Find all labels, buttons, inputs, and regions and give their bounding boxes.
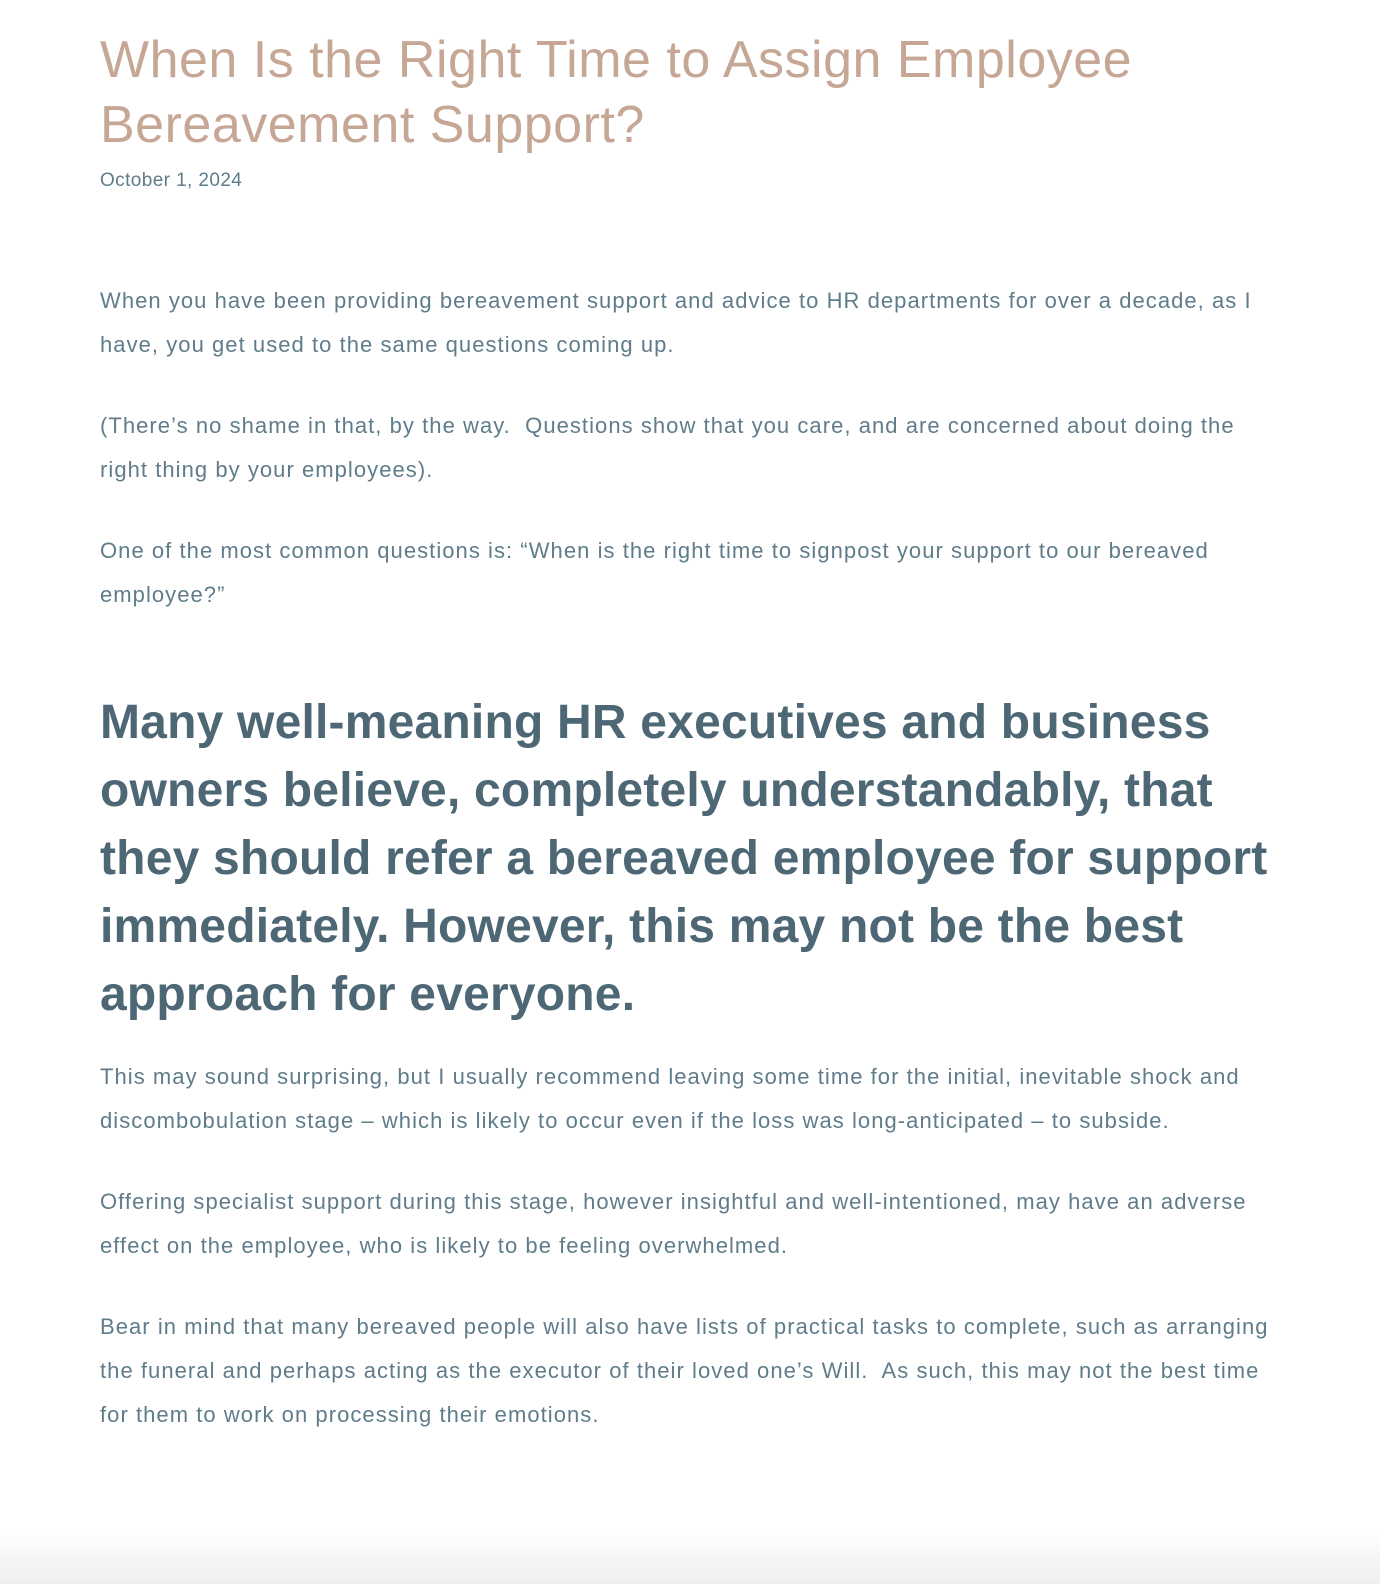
post-date: October 1, 2024 [100,170,243,191]
intro-paragraph: When you have been providing bereavement support and advice to HR departments for over a decade, as I have, you get used to the same questions coming up. [100,287,1259,357]
body-paragraph: This may sound surprising, but I usually recommend leaving some time for the initial, inevitable shock and discombobulation stage – which is likely to occur even if the loss was long-anticipated – to subside. [100,1063,1247,1133]
blog-post [100,28,1280,1437]
footer-section-gradient [0,1532,1380,1584]
post-pull-heading: Many well-meaning HR executives and business owners believe, completely understandably, that they should refer a bereaved employee for support immediately. However, this may not be the best approach for everyone. [100,695,1268,1021]
post-title: When Is the Right Time to Assign Employee Bereavement Support? [100,31,1133,154]
intro-paragraph: One of the most common questions is: “When is the right time to signpost your support to our bereaved employee?” [100,537,1216,607]
body-paragraph: Bear in mind that many bereaved people will also have lists of practical tasks to complete, such as arranging the funeral and perhaps acting as the executor of their loved one’s Will. As such, this may not the best time for them to work on processing their emotions. [100,1313,1276,1427]
intro-paragraph: (There’s no shame in that, by the way. Questions show that you care, and are concerned about doing the right thing by your employees). [100,412,1242,482]
body-paragraph: Offering specialist support during this stage, however insightful and well-intentioned, may have an adverse effect on the employee, who is likely to be feeling overwhelmed. [100,1188,1254,1258]
